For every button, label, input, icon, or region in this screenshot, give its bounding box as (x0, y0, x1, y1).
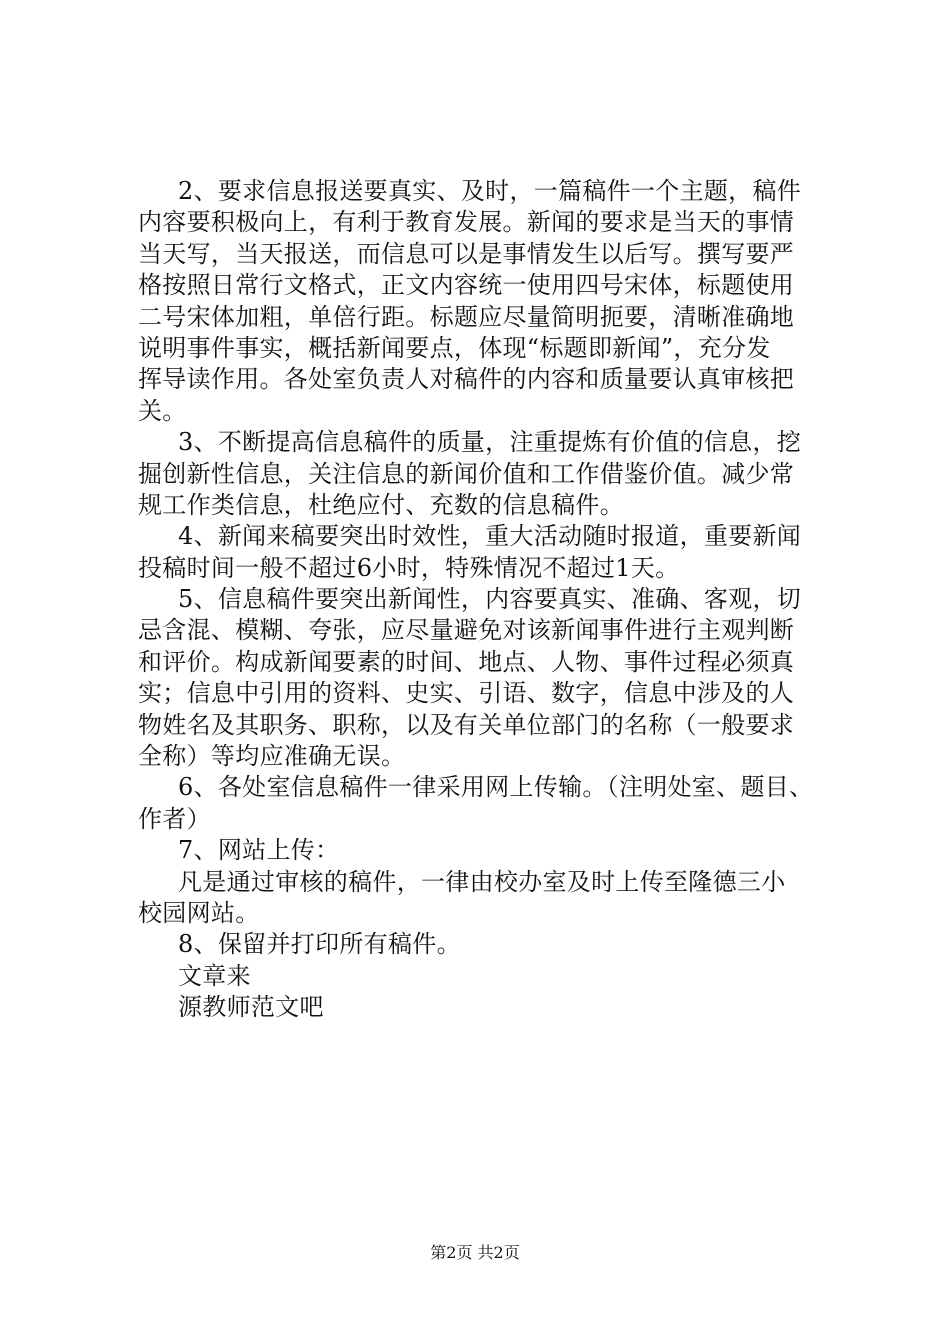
page-footer: 第2页 共2页 (430, 1243, 520, 1262)
text-line: 忌含混、模糊、夸张，应尽量避免对该新闻事件进行主观判断 (138, 616, 795, 645)
text-line: 凡是通过审核的稿件，一律由校办室及时上传至隆德三小 (178, 867, 786, 896)
text-line: 2、要求信息报送要真实、及时，一篇稿件一个主题，稿件 (178, 177, 802, 205)
text-line: 规工作类信息，杜绝应付、充数的信息稿件。 (138, 490, 624, 519)
text-line: 关。 (138, 396, 187, 425)
document-body (138, 176, 838, 1024)
text-line: 7、网站上传： (178, 836, 340, 865)
text-line: 实；信息中引用的资料、史实、引语、数字，信息中涉及的人 (138, 679, 795, 708)
text-line: 源教师范文吧 (178, 993, 324, 1022)
text-line: 5、信息稿件要突出新闻性，内容要真实、准确、客观，切 (178, 585, 802, 614)
text-line: 内容要积极向上，有利于教育发展。新闻的要求是当天的事情 (138, 208, 795, 237)
text-line: 挥导读作用。各处室负责人对稿件的内容和质量要认真审核把 (138, 365, 795, 394)
text-line: 3、不断提高信息稿件的质量，注重提炼有价值的信息，挖 (178, 428, 802, 457)
text-line: 6、各处室信息稿件一律采用网上传输。（注明处室、题目、 (178, 773, 814, 802)
text-line: 4、新闻来稿要突出时效性，重大活动随时报道，重要新闻 (178, 522, 802, 551)
text-line: 和评价。构成新闻要素的时间、地点、人物、事件过程必须真 (138, 647, 795, 676)
text-line: 全称）等均应准确无误。 (138, 742, 406, 771)
text-line: 作者） (138, 804, 211, 833)
text-line: 校园网站。 (138, 898, 260, 927)
text-line: 8、保留并打印所有稿件。 (178, 930, 461, 959)
text-line: 二号宋体加粗，单倍行距。标题应尽量简明扼要，清晰准确地 (138, 302, 795, 331)
text-line: 投稿时间一般不超过6小时，特殊情况不超过1天。 (138, 553, 680, 582)
text-line: 说明事件事实，概括新闻要点，体现“标题即新闻”，充分发 (138, 333, 771, 362)
text-line: 当天写，当天报送，而信息可以是事情发生以后写。撰写要严 (138, 239, 795, 268)
text-line: 掘创新性信息，关注信息的新闻价值和工作借鉴价值。减少常 (138, 459, 795, 488)
text-line: 格按照日常行文格式，正文内容统一使用四号宋体，标题使用 (138, 271, 795, 300)
text-line: 文章来 (178, 961, 251, 990)
text-line: 物姓名及其职务、职称，以及有关单位部门的名称（一般要求 (138, 710, 795, 739)
